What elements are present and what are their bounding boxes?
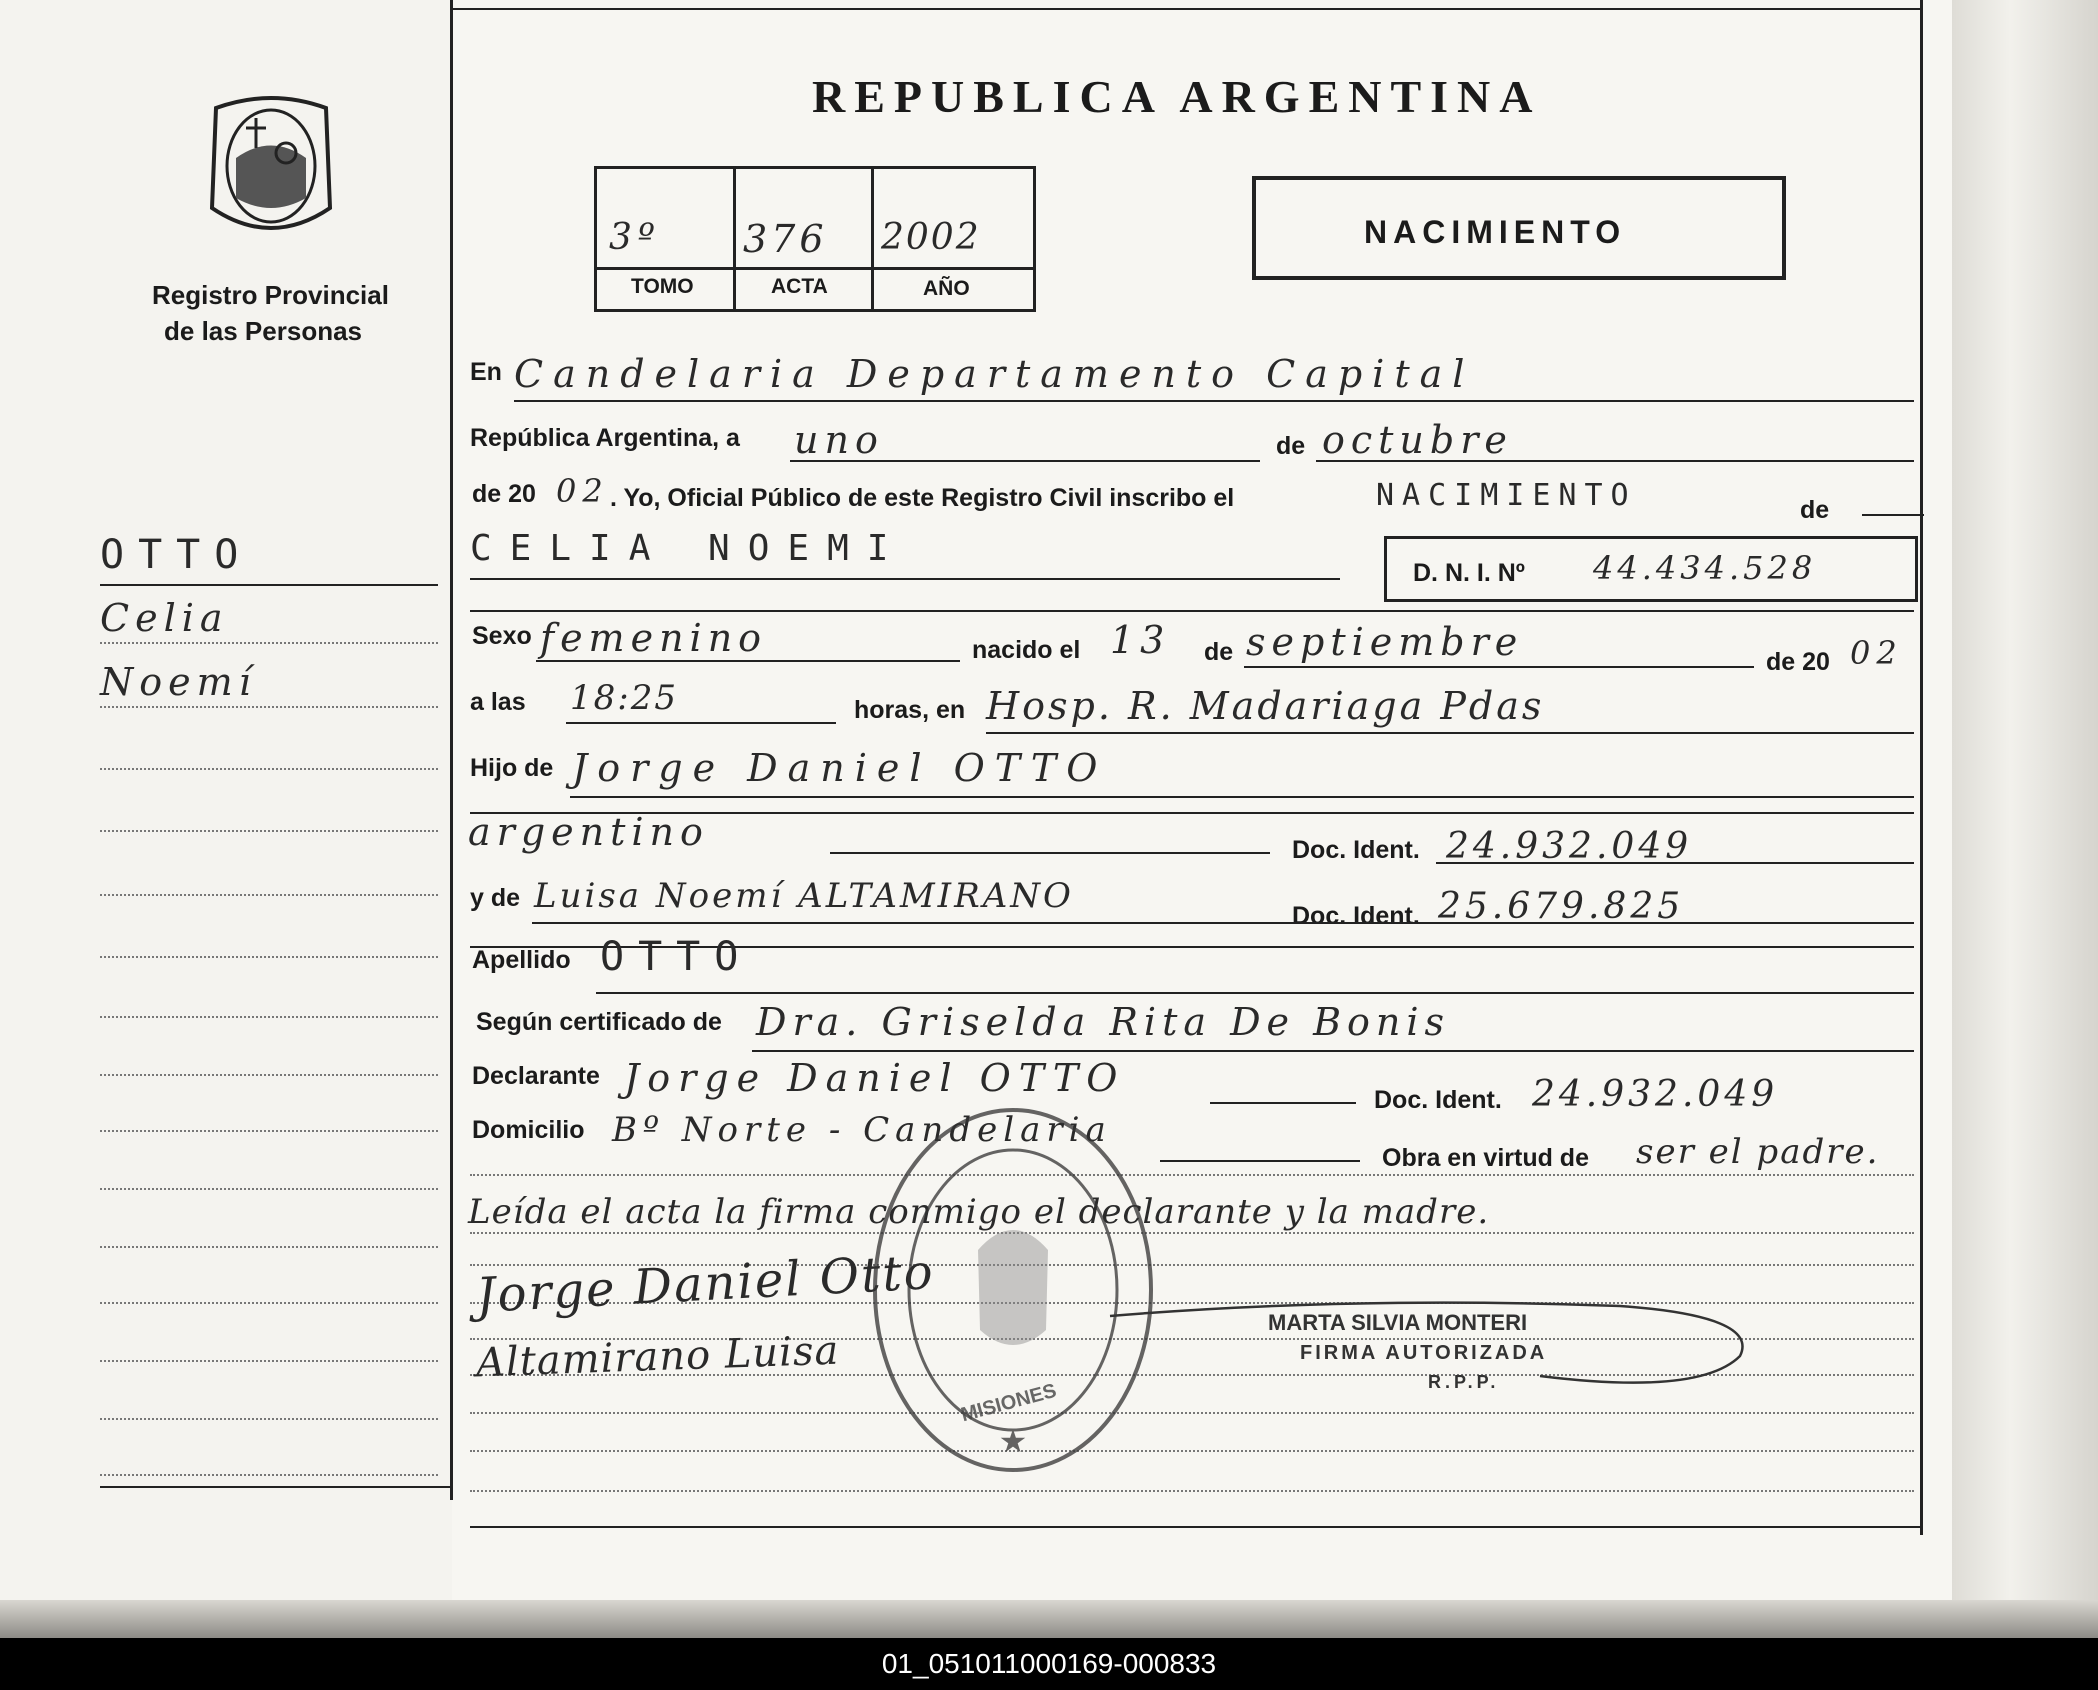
republica-label: República Argentina, a [470,424,740,452]
rule [1160,1160,1360,1162]
mother-signature: Altamirano Luisa [475,1327,841,1387]
dni-box [1384,536,1918,602]
en-value: Candelaria Departamento Capital [514,352,1475,396]
birth-time: 18:25 [570,678,678,718]
rule [470,610,1914,612]
margin-line [100,642,438,644]
margin-line [100,956,438,958]
day-value: uno [794,418,884,462]
margin-middle-name: Noemí [100,660,257,704]
hijo-label: Hijo de [470,754,554,782]
birth-year-value: 02 [1850,634,1903,672]
rule [1210,1102,1356,1104]
margin-line [100,584,438,586]
office-name-line2: de las Personas [164,316,362,346]
tomo-value: 3º [609,217,661,258]
father-doc-label: Doc. Ident. [1292,836,1420,864]
en-label: En [470,358,502,386]
book-edge [1952,0,2098,1638]
declarante-label: Declarante [472,1062,600,1090]
margin-line [100,1302,438,1304]
margin-line [100,1246,438,1248]
de-label: de [1276,432,1306,460]
margin-line [100,1360,438,1362]
margin-line [100,1074,438,1076]
apellido-value: OTTO [600,934,753,980]
year-value: 02 [556,472,609,510]
ano-value: 2002 [881,217,981,258]
rule [1244,666,1754,668]
domicilio-value: Bº Norte - Candelaria [612,1110,1112,1150]
obra-label: Obra en virtud de [1382,1144,1589,1172]
official-stamp-role: FIRMA AUTORIZADA [1300,1342,1548,1364]
rule [532,922,1914,924]
ano-label: AÑO [923,277,970,300]
mother-doc-value: 25.679.825 [1438,886,1685,927]
rule [470,578,1340,580]
rule [596,992,1914,994]
segun-label: Según certificado de [476,1008,722,1036]
margin-line [100,1016,438,1018]
form-left-border [450,0,453,1500]
father-name: Jorge Daniel OTTO [572,746,1108,790]
birth-day: 13 [1110,618,1171,662]
nacido-label: nacido el [972,636,1081,664]
svg-text:★: ★ [998,1422,1028,1460]
bottom-shadow [0,1600,2098,1638]
declarant-signature: Jorge Daniel Otto [474,1244,936,1324]
obra-value: ser el padre. [1636,1132,1880,1172]
margin-line [100,768,438,770]
official-stamp-name: MARTA SILVIA MONTERI [1268,1310,1528,1335]
alas-label: a las [470,688,526,716]
country-title: REPUBLICA ARGENTINA [812,71,1542,122]
father-doc-value: 24.932.049 [1446,826,1693,867]
rule [470,1412,1914,1414]
rule [566,722,836,724]
domicilio-label: Domicilio [472,1116,585,1144]
declarante-doc-label: Doc. Ident. [1374,1086,1502,1114]
rule [790,460,1260,462]
de-label-2: de [1800,496,1830,524]
tomo-acta-ano-box [594,166,1036,312]
margin-surname: OTTO [100,532,253,578]
margin-first-name: Celia [100,596,229,640]
declarante-doc-value: 24.932.049 [1532,1074,1779,1115]
father-nationality: argentino [468,810,709,854]
record-type-box [1252,176,1786,280]
birth-month: septiembre [1246,620,1524,664]
birth-year-prefix: de 20 [1766,648,1830,676]
rule [1316,460,1914,462]
rule [1436,862,1914,864]
round-seal-stamp [868,1100,1158,1480]
margin-line [100,706,438,708]
mother-name: Luisa Noemí ALTAMIRANO [534,876,1074,916]
year-prefix: de 20 [472,480,536,508]
rule [470,1526,1920,1528]
official-stamp-office: R.P.P. [1428,1372,1500,1392]
office-name-line1: Registro Provincial [152,280,389,310]
acta-value: 376 [743,217,828,261]
child-name: CELIA NOEMI [470,528,907,569]
yde-label: y de [470,884,521,912]
birth-place: Hosp. R. Madariaga Pdas [986,684,1545,728]
rule [514,400,1914,402]
tomo-label: TOMO [631,275,694,298]
margin-line [100,894,438,896]
rule [470,1450,1914,1452]
margin-line [100,1188,438,1190]
margin-bottom-line [100,1486,450,1488]
rule [1862,514,1924,516]
segun-value: Dra. Griselda Rita De Bonis [756,1000,1451,1044]
dni-label: D. N. I. Nº [1413,559,1525,587]
rule [570,796,1914,798]
mother-doc-label: Doc. Ident. [1292,902,1420,930]
sexo-label: Sexo [472,622,532,650]
de-label-3: de [1204,638,1234,666]
acta-label: ACTA [771,275,828,298]
official-signature-flourish [1100,1296,1760,1406]
sexo-value: femenino [540,616,768,660]
declarante-value: Jorge Daniel OTTO [624,1056,1126,1100]
round-seal-bottom: MISIONES [958,1379,1059,1427]
inscribe-value: NACIMIENTO [1376,478,1637,513]
rule [752,1050,1914,1052]
margin-line [100,1130,438,1132]
rule [470,1174,1914,1176]
image-caption: 01_051011000169-000833 [0,1638,2098,1690]
rule [536,660,960,662]
record-type-label: NACIMIENTO [1364,214,1627,250]
leida-line: Leída el acta la firma conmigo el declarante y la madre. [468,1192,1490,1232]
margin-line [100,1474,438,1476]
official-text: . Yo, Oficial Público de este Registro Civil inscribo el [610,484,1235,512]
rule [830,852,1270,854]
form-top-border [452,8,1920,10]
apellido-label: Apellido [472,946,571,974]
rule [470,1232,1914,1234]
margin-line [100,1418,438,1420]
month-value: octubre [1322,418,1513,462]
rule [986,732,1914,734]
rule [470,1490,1914,1492]
margin-line [100,830,438,832]
dni-value: 44.434.528 [1593,549,1817,587]
provincia-misiones-seal-icon [196,88,346,248]
form-right-border [1920,0,1923,1535]
horas-label: horas, en [854,696,966,724]
